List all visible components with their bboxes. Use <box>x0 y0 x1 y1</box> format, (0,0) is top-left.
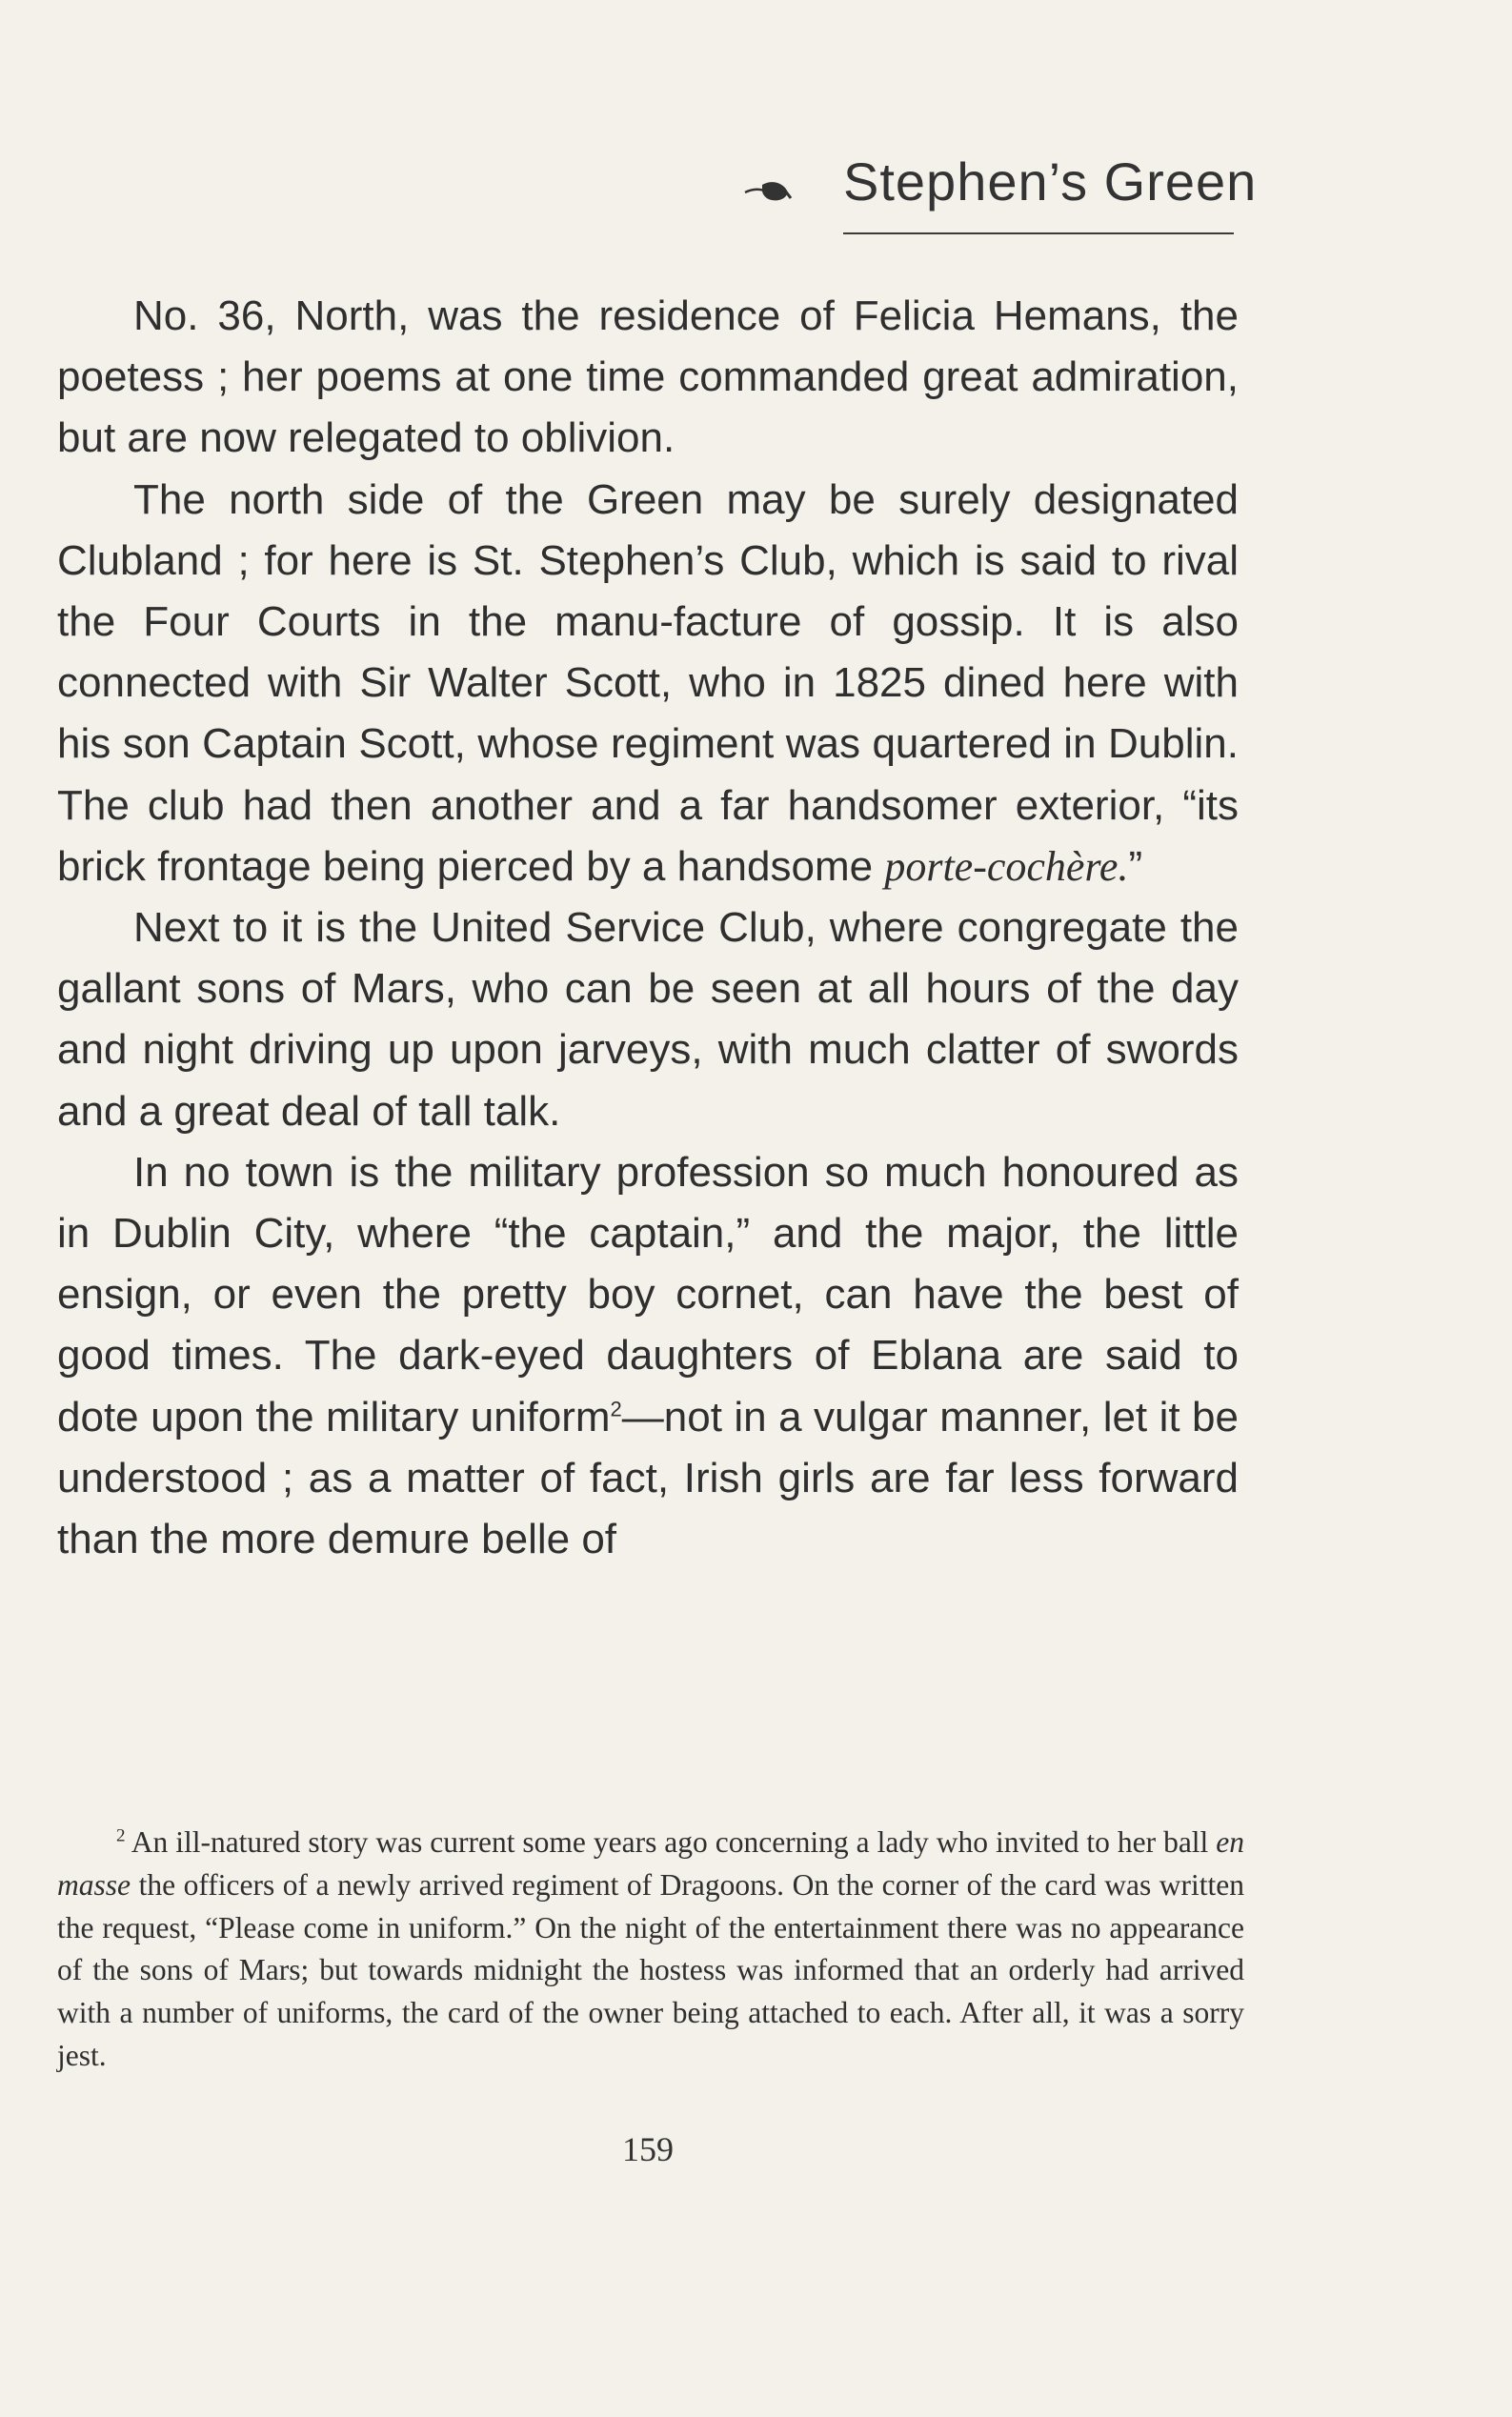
paragraph-clubland <box>57 470 1239 897</box>
paragraph-clubland-text: The north side of the Green may be surely designated Clubland ; for here is St. Stephen’s Club, which is said to rival the Four Courts in the manu-facture of gossip. It is also connected with Sir Walter Scott, who in 1825 dined here with his son Captain Scott, whose regiment was quartered in Dublin. The club had then another and a far handsomer exterior, “its brick frontage being pierced by a handsome <box>57 475 1239 890</box>
footnote-italic-en-masse: en masse <box>57 1825 1245 1902</box>
footnote-text-b: the officers of a newly arrived regiment of Dragoons. On the corner of the card was written the request, “Please come in uniform.” On the night of the entertainment there was no appearance of the sons of Mars; but towards midnight the hostess was informed that an orderly had arrived with a number of uniforms, the card of the owner being attached to each. After all, it was a sorry jest. <box>57 1867 1244 2072</box>
closing-quote: ” <box>1128 842 1143 890</box>
footnote-marker: 2 <box>116 1825 126 1846</box>
paragraph-military-text-b: —not in a vulgar manner, let it be understood ; as a matter of fact, Irish girls are far less forward than the more demure belle of <box>57 1393 1239 1563</box>
footnote <box>57 1822 1244 2078</box>
pointing-hand-icon <box>743 177 793 206</box>
paragraph-military-profession <box>57 1142 1239 1570</box>
paragraph-united-service-club: Next to it is the United Service Club, where congregate the gallant sons of Mars, who can be seen at all hours of the day and night driving up upon jarveys, with much clatter of swords and a great deal of tall talk. <box>57 904 1239 1135</box>
footnote-reference: 2 <box>610 1397 622 1420</box>
running-head-rule <box>843 232 1234 234</box>
italic-porte-cochere: porte-cochère. <box>884 842 1129 890</box>
body-text <box>57 286 1239 1570</box>
running-head-title: Stephen’s Green <box>843 151 1258 211</box>
paragraph-hemans: No. 36, North, was the residence of Felicia Hemans, the poetess ; her poems at one time commanded great admiration, but are now relegated to oblivion. <box>57 292 1239 462</box>
running-head <box>743 151 1258 236</box>
paragraph-military-text-a: In no town is the military profession so much honoured as in Dublin City, where “the captain,” and the major, the little ensign, or even the pretty boy cornet, can have the best of good times. The dark-eyed daughters of Eblana are said to dote upon the military uniform <box>57 1148 1239 1440</box>
page-number: 159 <box>622 2130 674 2168</box>
footnote-text-a: An ill-natured story was current some years ago concerning a lady who invited to her ball <box>131 1825 1209 1859</box>
